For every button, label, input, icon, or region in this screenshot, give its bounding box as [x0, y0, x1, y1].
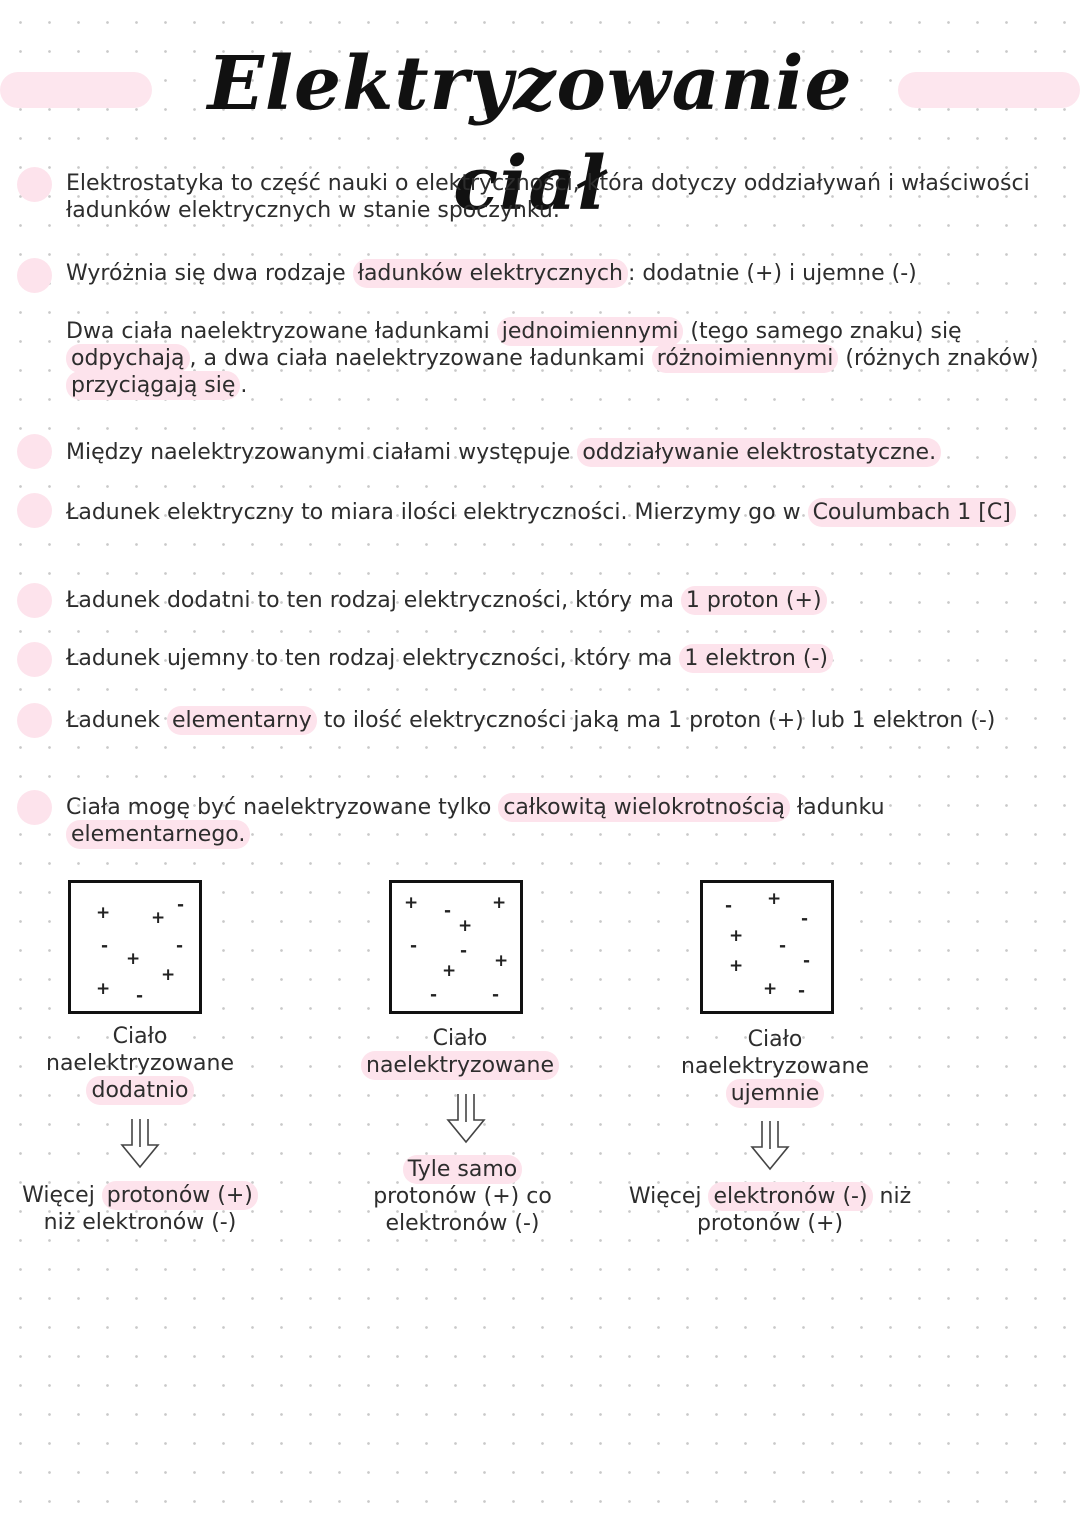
- label-neutral: [340, 1025, 580, 1079]
- plus-sign-icon: +: [96, 903, 111, 923]
- text-run: Ładunek ujemny to ten rodzaj elektryczności, który ma: [66, 646, 680, 671]
- down-arrow-icon: [444, 1092, 488, 1146]
- text-run: Ciała mogę być naelektryzowane tylko: [66, 795, 499, 820]
- result-positive: [15, 1182, 265, 1236]
- bullet-dot: [17, 493, 52, 528]
- minus-sign-icon: -: [803, 951, 811, 971]
- paragraph-charge-measure: [66, 499, 1056, 526]
- highlighted-term: ładunków elektrycznych: [353, 259, 628, 288]
- minus-sign-icon: -: [176, 936, 184, 956]
- bullet-dot: [17, 642, 52, 677]
- text-run: Między naelektryzowanymi ciałami występuje: [66, 440, 578, 465]
- text-run: ładunku: [789, 795, 885, 820]
- paragraph-interactions: [66, 318, 1056, 399]
- highlighted-term: całkowitą wielokrotnością: [498, 793, 790, 822]
- title-band-left: [0, 72, 152, 108]
- charge-box-neutral: [389, 880, 523, 1014]
- paragraph-charge-types: [66, 260, 1056, 287]
- text-run: Wyróżnia się dwa rodzaje: [66, 261, 353, 286]
- highlighted-term: elementarnego.: [66, 820, 250, 849]
- down-arrow-icon: [118, 1117, 162, 1171]
- minus-sign-icon: -: [725, 896, 733, 916]
- label-text: Ciało naelektryzowane: [46, 1024, 234, 1076]
- minus-sign-icon: -: [492, 985, 500, 1005]
- plus-sign-icon: +: [492, 893, 507, 913]
- bullet-dot: [17, 583, 52, 618]
- paragraph-electrostatic-interaction: [66, 439, 1056, 466]
- label-highlight: ujemnie: [726, 1079, 825, 1108]
- bullet-dot: [17, 167, 52, 202]
- paragraph-multiplicity: [66, 794, 1056, 848]
- paragraph-negative-charge: [66, 645, 1056, 672]
- title-band-right: [898, 72, 1080, 108]
- text-run: to ilość elektryczności jaką ma 1 proton (+) lub 1 elektron (-): [316, 708, 996, 733]
- result-text: niż elektronów (-): [43, 1210, 237, 1235]
- highlighted-term: oddziaływanie elektrostatyczne.: [577, 438, 941, 467]
- minus-sign-icon: -: [177, 895, 185, 915]
- highlighted-term: 1 elektron (-): [679, 644, 833, 673]
- bullet-dot: [17, 434, 52, 469]
- result-highlight: Tyle samo: [403, 1155, 523, 1184]
- result-negative: [615, 1183, 925, 1237]
- highlighted-term: 1 proton (+): [681, 586, 827, 615]
- plus-sign-icon: +: [96, 979, 111, 999]
- plus-sign-icon: +: [442, 961, 457, 981]
- result-text: Więcej: [628, 1184, 709, 1209]
- text-run: : dodatnie (+) i ujemne (-): [627, 261, 917, 286]
- bullet-dot: [17, 258, 52, 293]
- plus-sign-icon: +: [161, 965, 176, 985]
- label-positive: [30, 1023, 250, 1104]
- result-text: protonów (+) co elektronów (-): [373, 1184, 552, 1236]
- highlighted-term: jednoimiennymi: [497, 317, 684, 346]
- result-text: Więcej: [22, 1183, 102, 1208]
- minus-sign-icon: -: [801, 909, 809, 929]
- bullet-dot: [17, 790, 52, 825]
- plus-sign-icon: +: [151, 908, 166, 928]
- text-run: (tego samego znaku) się: [683, 319, 962, 344]
- text-run: .: [240, 373, 248, 398]
- plus-sign-icon: +: [767, 889, 782, 909]
- text-run: Ładunek: [66, 708, 167, 733]
- highlighted-term: odpychają: [66, 344, 190, 373]
- highlighted-term: przyciągają się: [66, 371, 240, 400]
- plus-sign-icon: +: [404, 893, 419, 913]
- minus-sign-icon: -: [798, 981, 806, 1001]
- plus-sign-icon: +: [126, 949, 141, 969]
- paragraph-electrostatics: [66, 170, 1056, 224]
- minus-sign-icon: -: [136, 986, 144, 1006]
- text-run: Ładunek dodatni to ten rodzaj elektryczności, który ma: [66, 588, 681, 613]
- page-title: Elektryzowanie ciał: [207, 41, 853, 227]
- result-highlight: protonów (+): [102, 1181, 258, 1210]
- bullet-dot: [17, 703, 52, 738]
- minus-sign-icon: -: [430, 985, 438, 1005]
- label-highlight: naelektryzowane: [361, 1051, 559, 1080]
- text-run: , a dwa ciała naelektryzowane ładunkami: [189, 346, 652, 371]
- result-text: niż protonów (+): [696, 1184, 912, 1236]
- highlighted-term: elementarny: [167, 706, 317, 735]
- text-run: Dwa ciała naelektryzowane ładunkami: [66, 319, 497, 344]
- label-text: Ciało: [432, 1026, 488, 1051]
- label-highlight: dodatnio: [86, 1076, 193, 1105]
- paragraph-elementary-charge: [66, 707, 1056, 734]
- minus-sign-icon: -: [444, 901, 452, 921]
- charge-box-positive: [68, 880, 202, 1014]
- minus-sign-icon: -: [101, 936, 109, 956]
- text-run: Ładunek elektryczny to miara ilości elektryczności. Mierzymy go w: [66, 500, 808, 525]
- minus-sign-icon: -: [779, 936, 787, 956]
- plus-sign-icon: +: [763, 979, 778, 999]
- result-neutral: [355, 1156, 570, 1237]
- minus-sign-icon: -: [410, 936, 418, 956]
- highlighted-term: różnoimiennymi: [652, 344, 839, 373]
- plus-sign-icon: +: [494, 951, 509, 971]
- paragraph-positive-charge: [66, 587, 1056, 614]
- highlighted-term: Coulumbach 1 [C]: [808, 498, 1016, 527]
- text-run: Elektrostatyka to część nauki o elektryczności, która dotyczy oddziaływań i właściwości ładunków elektrycznych w stanie spoczynku.: [66, 171, 1030, 223]
- down-arrow-icon: [748, 1119, 792, 1173]
- plus-sign-icon: +: [729, 926, 744, 946]
- minus-sign-icon: -: [460, 941, 468, 961]
- charge-box-negative: [700, 880, 834, 1014]
- label-negative: [660, 1026, 890, 1107]
- plus-sign-icon: +: [729, 956, 744, 976]
- label-text: Ciało naelektryzowane: [681, 1027, 869, 1079]
- text-run: (różnych znaków): [838, 346, 1039, 371]
- plus-sign-icon: +: [458, 916, 473, 936]
- result-highlight: elektronów (-): [708, 1182, 872, 1211]
